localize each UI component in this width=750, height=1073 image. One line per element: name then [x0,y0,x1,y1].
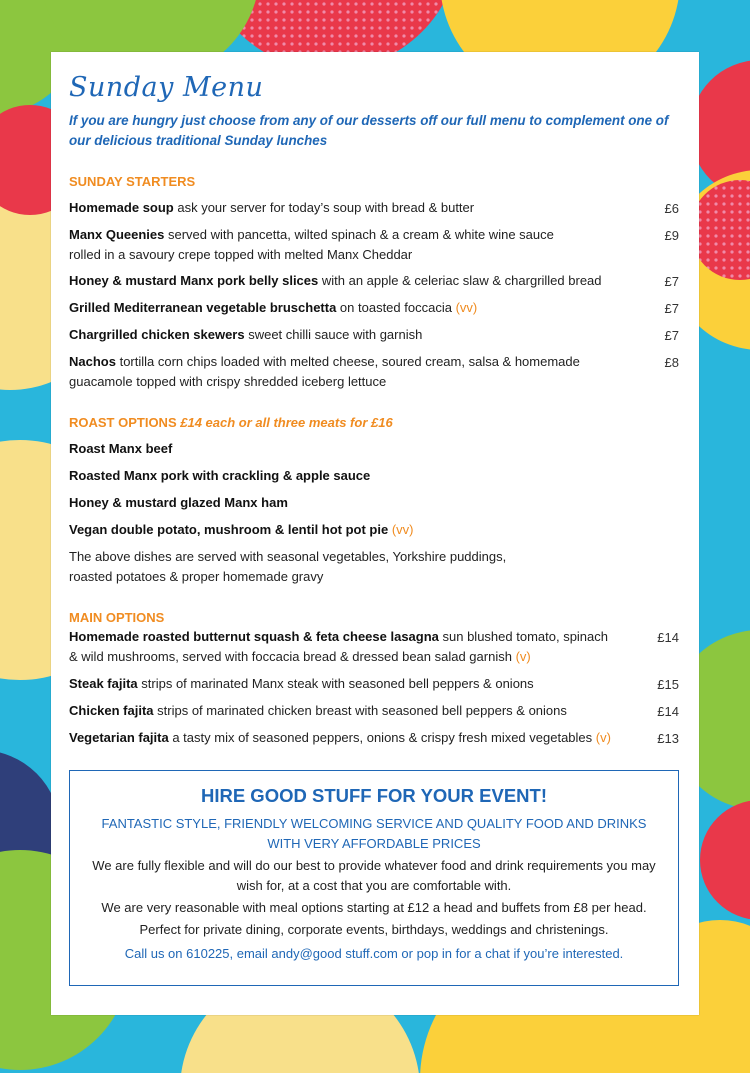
mains-heading: MAIN OPTIONS [69,610,165,625]
menu-item [69,198,659,218]
menu-item [69,325,659,345]
menu-item [69,225,589,265]
item-name: Roast Manx beef [69,441,173,456]
item-price: £15 [657,677,679,692]
menu-item [69,352,619,392]
roast-heading [69,415,393,430]
item-price: £7 [664,328,679,343]
hire-contact: Call us on 610225, email andy@good stuff.com or pop in for a chat if you’re interested. [124,946,624,961]
item-desc: tortilla corn chips loaded with melted cheese, soured cream, salsa & homemade guacamole topped with crispy shredded iceberg lettuce [69,354,580,389]
roast-heading-label: ROAST OPTIONS [69,415,181,430]
item-desc: sweet chilli sauce with garnish [244,327,423,342]
item-name: Roasted Manx pork with crackling & apple sauce [69,468,371,483]
item-price: £13 [657,731,679,746]
starters-heading: SUNDAY STARTERS [69,174,196,189]
menu-item [69,728,649,748]
hire-box [69,770,679,986]
item-price: £6 [664,201,679,216]
item-name: Vegan double potato, mushroom & lentil hot pot pie [69,522,392,537]
hire-paragraph: Perfect for private dining, corporate events, birthdays, weddings and christenings. [139,922,609,937]
item-desc: with an apple & celeriac slaw & chargrilled bread [318,273,602,288]
item-name: Steak fajita [69,676,138,691]
menu-item [69,466,659,486]
hire-paragraph: We are very reasonable with meal options starting at £12 a head and buffets from £8 per head. [101,900,647,915]
item-name: Manx Queenies [69,227,165,242]
item-desc: strips of marinated chicken breast with seasoned bell peppers & onions [153,703,567,718]
item-name: Homemade soup [69,200,174,215]
vegan-tag: (vv) [455,300,478,315]
item-name: Nachos [69,354,116,369]
item-name: Homemade roasted butternut squash & feta cheese lasagna [69,629,439,644]
veg-tag: (v) [595,730,611,745]
item-name: Grilled Mediterranean vegetable bruschetta [69,300,337,315]
item-price: £9 [664,228,679,243]
item-desc: strips of marinated Manx steak with seasoned bell peppers & onions [137,676,534,691]
menu-item [69,439,659,459]
page-title: Sunday Menu [69,72,264,103]
item-desc: sun blushed tomato, spinach & wild mushrooms, served with foccacia bread & dressed bean salad garnish [69,629,608,664]
vegan-tag: (vv) [391,522,414,537]
item-price: £14 [657,704,679,719]
item-name: Chargrilled chicken skewers [69,327,245,342]
roast-heading-price: £14 each or all three meats for £16 [180,415,393,430]
veg-tag: (v) [515,649,531,664]
menu-item [69,674,659,694]
item-price: £8 [664,355,679,370]
menu-item [69,520,659,540]
item-desc: on toasted foccacia [336,300,456,315]
item-price: £14 [657,630,679,645]
item-desc: served with pancetta, wilted spinach & a cream & white wine sauce rolled in a savoury crepe topped with melted Manx Cheddar [69,227,554,262]
roast-note: The above dishes are served with seasonal vegetables, Yorkshire puddings, roasted potatoes & proper homemade gravy [69,549,507,584]
menu-item [69,701,659,721]
menu-item [69,271,659,291]
item-desc: a tasty mix of seasoned peppers, onions & crispy fresh mixed vegetables [168,730,596,745]
item-name: Honey & mustard Manx pork belly slices [69,273,319,288]
hire-paragraph: We are fully flexible and will do our best to provide whatever food and drink requirements you may wish for, at a cost that you are comfortable with. [92,858,656,893]
menu-item [69,298,659,318]
hire-heading: HIRE GOOD STUFF FOR YOUR EVENT! [200,785,548,806]
item-price: £7 [664,301,679,316]
item-price: £7 [664,274,679,289]
item-name: Chicken fajita [69,703,154,718]
item-name: Honey & mustard glazed Manx ham [69,495,288,510]
menu-card [51,52,699,1015]
menu-item [69,493,659,513]
intro-text: If you are hungry just choose from any of our desserts off our full menu to complement one of our delicious traditional Sunday lunches [69,113,669,148]
item-name: Vegetarian fajita [69,730,169,745]
menu-item [69,627,614,667]
hire-subheading: FANTASTIC STYLE, FRIENDLY WELCOMING SERVICE AND QUALITY FOOD AND DRINKS WITH VERY AFFORDABLE PRICES [101,816,647,851]
item-desc: ask your server for today’s soup with bread & butter [173,200,475,215]
